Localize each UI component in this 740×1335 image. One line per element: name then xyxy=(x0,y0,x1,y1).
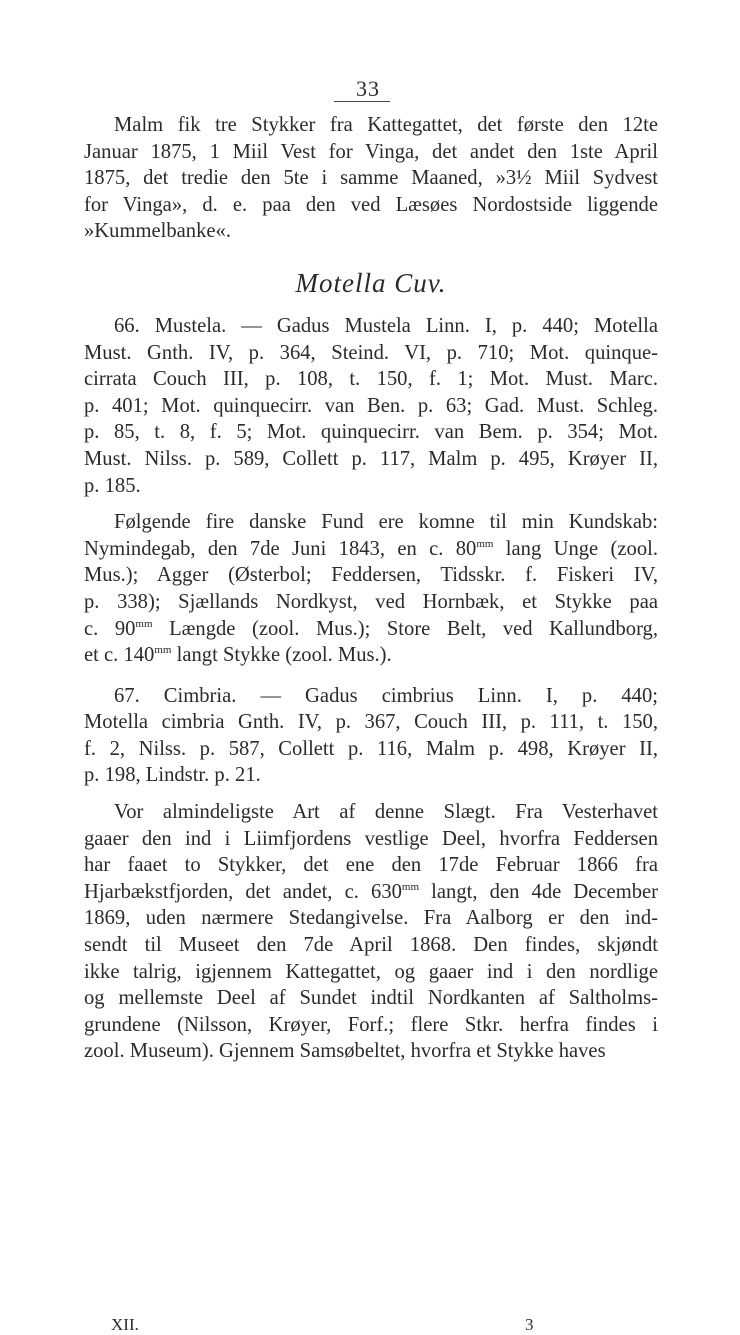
text-line: Must. Nilss. p. 589, Collett p. 117, Malm p. 495, Krøyer II, xyxy=(84,447,658,470)
section-heading: Motella Cuv. xyxy=(295,267,447,298)
text-line: 66. Mustela. — Gadus Mustela Linn. I, p. 440; Motella xyxy=(114,314,658,337)
text-line: Følgende fire danske Fund ere komne til min Kundskab: xyxy=(114,511,658,534)
text-line: Vor almindeligste Art af denne Slægt. Fra Vesterhavet xyxy=(114,801,658,824)
text-line: Nymindegab, den 7de Juni 1843, en c. $80^{mm}$ lang Unge (zool. xyxy=(84,537,658,560)
paragraph-mustela-finds xyxy=(84,509,658,669)
text-line: Mus.); Agger (Østerbol; Feddersen, Tidsskr. f. Fiskeri IV, xyxy=(84,564,658,587)
text-line: for Vinga», d. e. paa den ved Læsøes Nordostside liggende xyxy=(84,193,658,216)
text-line: og mellemste Deel af Sundet indtil Nordkanten af Saltholms- xyxy=(84,987,658,1010)
text-line: f. 2, Nilss. p. 587, Collett p. 116, Malm p. 498, Krøyer II, xyxy=(84,737,658,760)
text-line: Must. Gnth. IV, p. 364, Steind. VI, p. 710; Mot. quinque- xyxy=(84,341,658,364)
text-line: »Kummelbanke«. xyxy=(84,220,231,243)
text-line: 67. Cimbria. — Gadus cimbrius Linn. I, p. 440; xyxy=(114,684,658,707)
paragraph-cimbria-distribution xyxy=(84,799,658,1065)
text-line: cirrata Couch III, p. 108, t. 150, f. 1; Mot. Must. Marc. xyxy=(84,368,658,391)
paragraph-cimbria-synonymy xyxy=(84,683,658,789)
text-line: har faaet to Stykker, det ene den 17de Februar 1866 fra xyxy=(84,854,658,877)
text-line: zool. Museum). Gjennem Samsøbeltet, hvorfra et Stykke haves xyxy=(84,1040,606,1063)
body-text xyxy=(84,112,658,1065)
text-line: 1869, uden nærmere Stedangivelse. Fra Aalborg er den ind- xyxy=(84,907,658,930)
paragraph-mustela-synonymy xyxy=(84,313,658,499)
text-line: p. 338); Sjællands Nordkyst, ved Hornbæk, et Stykke paa xyxy=(84,590,658,613)
spacer xyxy=(84,669,658,683)
spacer xyxy=(84,499,658,509)
text-line: p. 401; Mot. quinquecirr. van Ben. p. 63; Gad. Must. Schleg. xyxy=(84,394,658,417)
text-line: grundene (Nilsson, Krøyer, Forf.; flere Stkr. herfra findes i xyxy=(84,1013,658,1036)
sheet-number: 3 xyxy=(525,1315,534,1334)
text-line: p. 85, t. 8, f. 5; Mot. quinquecirr. van Bem. p. 354; Mot. xyxy=(84,421,658,444)
text-line: ikke talrig, igjennem Kattegattet, og gaaer ind i den nordlige xyxy=(84,960,658,983)
text-line: 1875, det tredie den 5te i samme Maaned, »3½ Miil Sydvest xyxy=(84,167,658,190)
text-line: p. 185. xyxy=(84,474,141,497)
text-line: p. 198, Lindstr. p. 21. xyxy=(84,764,261,787)
text-line: et c. $140^{mm}$ langt Stykke (zool. Mus.). xyxy=(84,644,392,667)
text-line: sendt til Museet den 7de April 1868. Den findes, skjøndt xyxy=(84,934,658,957)
text-line: Januar 1875, 1 Miil Vest for Vinga, det andet den 1ste April xyxy=(84,140,658,163)
paragraph-malm-finds xyxy=(84,112,658,245)
page-number-rule xyxy=(334,101,390,102)
spacer xyxy=(84,789,658,799)
text-line: Motella cimbria Gnth. IV, p. 367, Couch III, p. 111, t. 150, xyxy=(84,711,658,734)
page-number: 33 xyxy=(356,76,380,101)
signature-mark: XII. xyxy=(111,1315,139,1334)
text-line: gaaer den ind i Liimfjordens vestlige Deel, hvorfra Feddersen xyxy=(84,827,658,850)
text-line: Malm fik tre Stykker fra Kattegattet, det første den 12te xyxy=(114,114,658,136)
text-line: c. $90^{mm}$ Længde (zool. Mus.); Store Belt, ved Kallundborg, xyxy=(84,617,658,640)
text-line: Hjarbækstfjorden, det andet, c. $630^{mm}$ langt, den 4de December xyxy=(84,880,659,903)
